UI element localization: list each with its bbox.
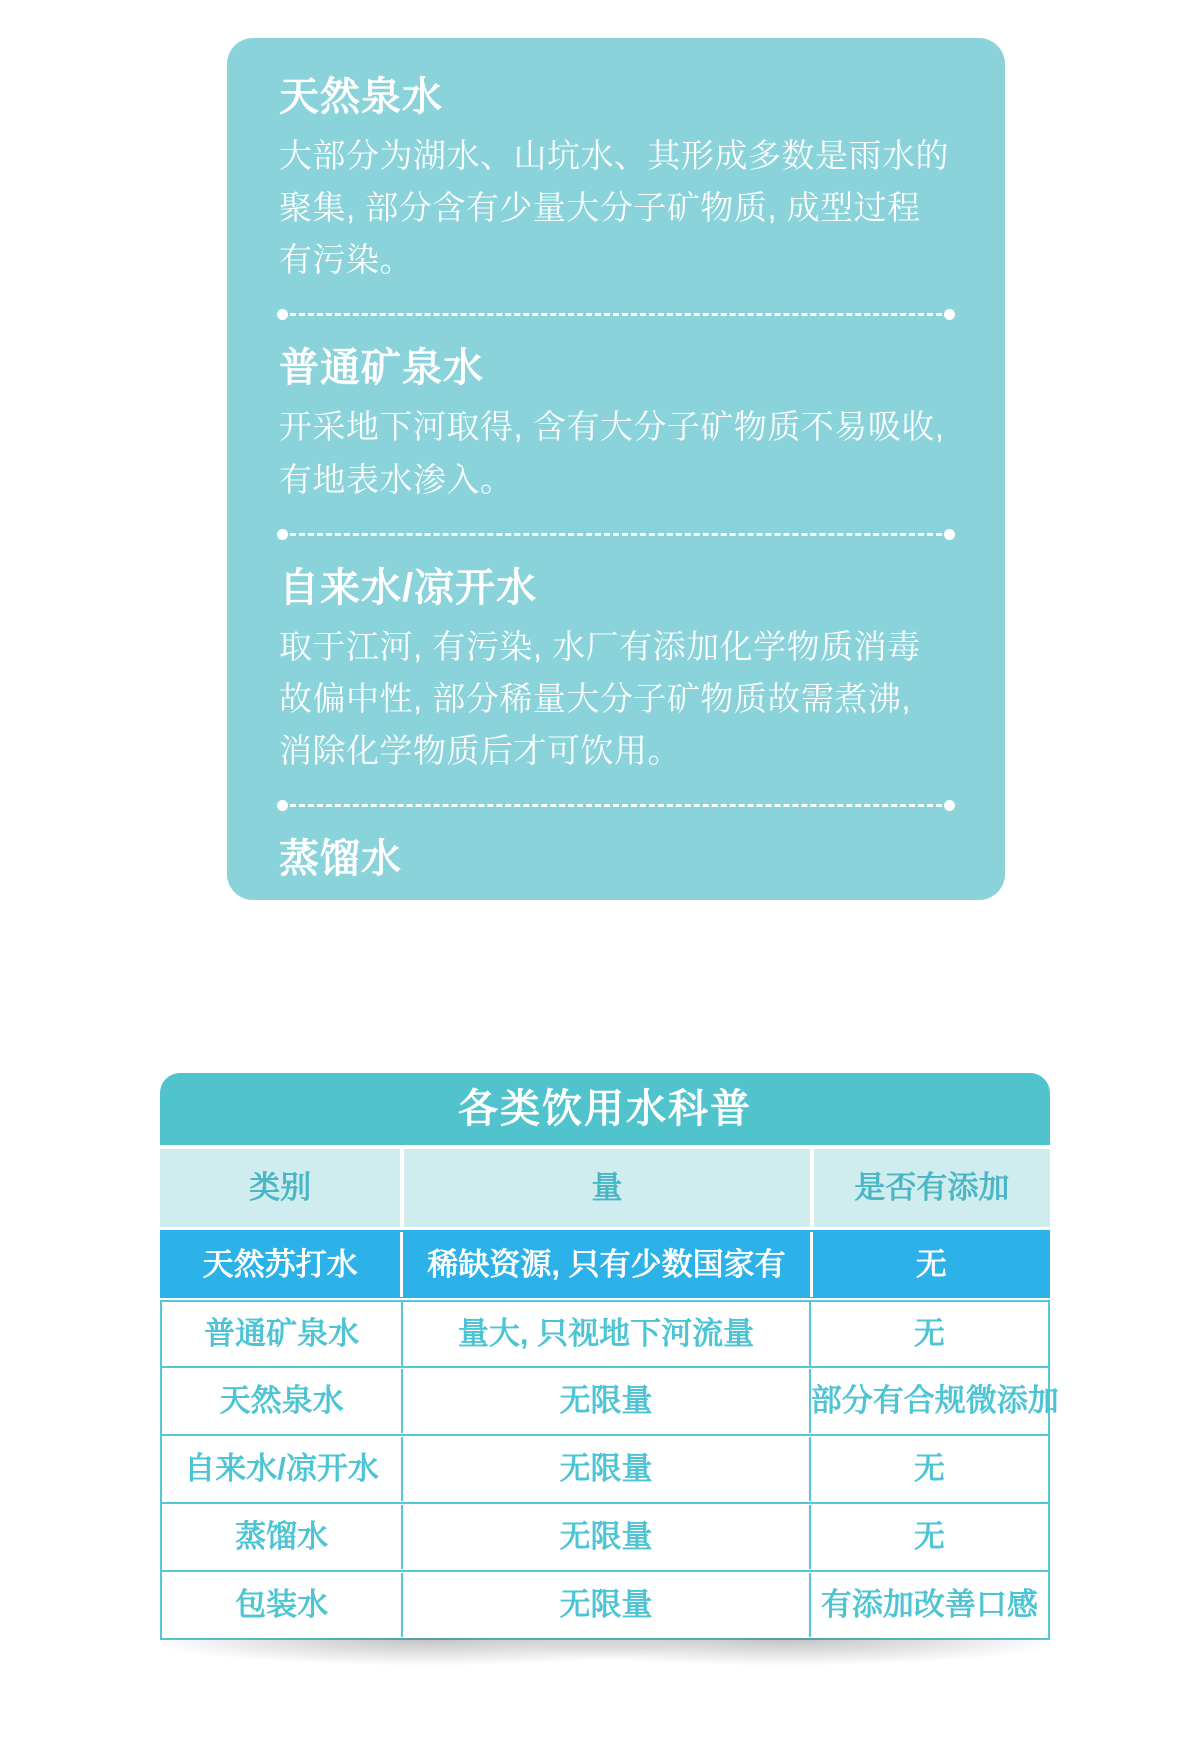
table-row [160,1368,1059,1436]
table-row [160,1436,1050,1504]
info-section [279,72,953,286]
table-cell-additives: 无 [809,1505,1048,1569]
dashed-divider [281,804,951,807]
table-cell-additives: 有添加改善口感 [809,1573,1048,1637]
dashed-divider [281,313,951,316]
table-cell-category: 蒸馏水 [235,1519,329,1554]
table-row [160,1572,1050,1640]
section-title: 天然泉水 [279,75,443,119]
table-cell-quantity: 量大, 只视地下河流量 [401,1302,809,1366]
info-section [279,343,953,505]
table-cell-additives: 无 [809,1437,1048,1501]
column-header-category: 类别 [249,1170,312,1205]
table-cell-quantity: 无限量 [401,1437,809,1501]
table-cell-category: 自来水/凉开水 [184,1451,379,1486]
water-types-info-card [227,38,1005,989]
table-header-row [160,1149,1050,1227]
table-row [160,1504,1050,1572]
section-body: 取于江河, 有污染, 水厂有添加化学物质消毒故偏中性, 部分稀量大分子矿物质故需煮沸, 消除化学物质后才可饮用。 [279,627,921,769]
section-body: 大部分为湖水、山坑水、其形成多数是雨水的聚集, 部分含有少量大分子矿物质, 成型过程有污染。 [279,137,949,279]
table-row [160,1300,1050,1368]
table-cell-quantity: 无限量 [401,1369,809,1433]
table-cell-additives: 无 [810,1232,1050,1297]
section-title: 蒸馏水 [279,837,402,881]
table-cell-quantity: 无限量 [401,1573,809,1637]
table-cell-additives: 无 [809,1302,1048,1366]
table-drop-shadow [160,1638,1050,1680]
section-title: 自来水/凉开水 [279,565,538,610]
column-header-additives: 是否有添加 [810,1149,1050,1227]
table-cell-category: 包装水 [235,1587,329,1622]
table-cell-category: 天然苏打水 [202,1246,358,1282]
table-cell-quantity: 稀缺资源, 只有少数国家有 [400,1232,809,1297]
section-body: 开采地下河取得, 含有大分子矿物质不易吸收, 有地表水渗入。 [279,408,945,498]
section-body: 由水蒸气冷却而来, 比较纯净, 长期饮用会带走体内微量元素。 [279,899,921,989]
table-cell-additives: 部分有合规微添加 [809,1369,1048,1433]
info-section [279,563,953,777]
table-cell-category: 普通矿泉水 [204,1316,360,1351]
table-row-highlighted [160,1230,1050,1298]
table-cell-category: 天然泉水 [219,1383,344,1418]
info-section [279,834,953,996]
drinking-water-table [160,1073,1059,1680]
dashed-divider [281,533,951,536]
section-title: 普通矿泉水 [279,346,484,391]
table-title: 各类饮用水科普 [160,1073,1050,1145]
table-cell-quantity: 无限量 [401,1505,809,1569]
column-header-quantity: 量 [400,1149,809,1227]
